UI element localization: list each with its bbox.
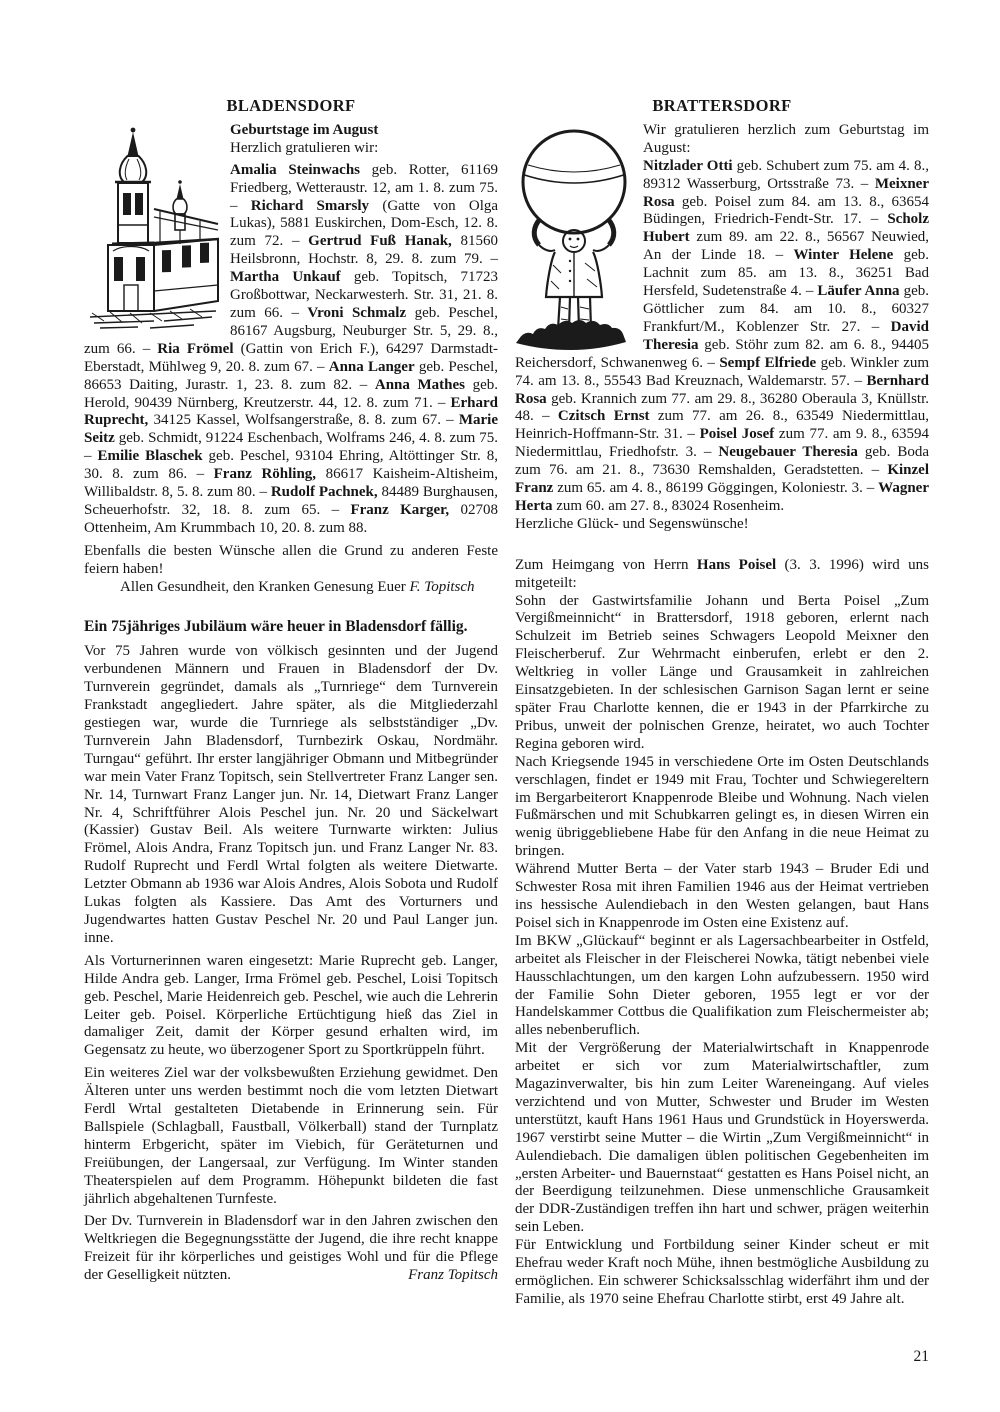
obituary-paragraph: Für Entwicklung und Fortbildung seiner Kinder scheut er mit Ehefrau weder Kraft noch Mühe, ihnen bestmögliche Ausbildung zu ermöglichen. Ein schwerer Schicksalsschlag widerfährt ihm und der Familie, als 1970 seine Ehefrau Charlotte stirbt, erst 49 Jahre alt. <box>515 1237 929 1307</box>
right-birthday-intro: Wir gratulieren herzlich zum Geburtstag im August: <box>643 121 929 156</box>
left-column <box>84 97 498 1285</box>
left-birthday-intro: Herzlich gratulieren wir: <box>230 139 379 156</box>
page-number: 21 <box>913 1348 929 1365</box>
right-birthday-list: Nitzlader Otti geb. Schubert zum 75. am 4. 8., 89312 Wasserburg, Ortsstraße 73. – Meixner Rosa geb. Poisel zum 84. am 13. 8., 63654 Büdingen, Friedrich-Fendt-Str. 17. – Scholz Hubert zum 89. am 22. 8., 56567 Neuwied, An der Linde 18. – Winter Helene geb. Lachnit zum 85. am 13. 8., 36251 Bad Hersfeld, Sudetenstraße 4. – Läufer Anna geb. Göttlicher zum 84. am 10. 8., 60327 Frankfurt/M., Koblenzer Str. 27. – David Theresia geb. Stöhr zum 82. am 6. 8., 94405 Reichersdorf, Schwanenweg 6. – Sempf Elfriede geb. Winkler zum 74. am 13. 8., 55543 Bad Kreuznach, Waldemarstr. 57. – Bernhard Rosa geb. Krannich zum 77. am 29. 8., 36280 Oberaula 3, Knüllstr. 48. – Czitsch Ernst zum 77. am 26. 8., 63549 Niedermittlau, Heinrich-Hoffmann-Str. 31. – Poisel Josef zum 77. am 9. 8., 63594 Niedermittlau, Friedhofstr. 3. – Neugebauer Theresia geb. Boda zum 76. am 21. 8., 73630 Remshalden, Geradstetten. – Kinzel Franz zum 65. am 4. 8., 86199 Göggingen, Koloniestr. 3. – Wagner Herta zum 60. am 27. 8., 83024 Rosenheim. <box>515 157 930 514</box>
jubilee-paragraph: Vor 75 Jahren wurde von völkisch gesinnten und der Jugend verbundenen Männern und Frauen in Bladensdorf der Dv. Turnverein gegründet, damals als „Turnriege“ dem Turnverein Frankstadt angegliedert. Jahre später, als die Mitgliederzahl gestiegen war, wurde die Turnriege als selbstständiger „Dv. Turnverein Jahn Bladensdorf, Turnbezirk Oskau, Nordmähr. Turngau“ geführt. Ihr erster langjähriger Obmann und Mitbegründer war mein Vater Franz Topitsch, sein Stellvertreter Franz Langer sen. Nr. 14, Turnwart Franz Langer jun. Nr. 14, Dietwart Franz Langer Nr. 4, Schriftführer Alois Peschel jun. Nr. 20 und Säckelwart (Kassier) Gustav Beil. Als weitere Turnwarte wirkten: Julius Frömel, Alois Andra, Franz Topitsch jun. und Franz Langer Nr. 83. Rudolf Ruprecht und Ferdl Wrtal folgten als weitere Dietwarte. Letzter Obmann ab 1936 war Alois Andres, Alois Sobota und Rudolf Lukas folgten als Kassiere. Das Amt des Vorturners und Jugendwartes hatten Gustav Peschel Nr. 20 und Paul Langer jun. inne. <box>84 643 498 946</box>
atlas-globe-figure-icon <box>515 125 633 351</box>
obituary-paragraph: Nach Kriegsende 1945 in verschiedene Orte im Osten Deutschlands verschlagen, findet er 1949 mit Frau, Tochter und Schwiegereltern im Bergarbeiterort Knappenrode Bleibe und Wohnung. Nach vielen Fußmärschen und mit Schubkarren gelingt es, in diesen Wirren ein wenig übriggebliebene Habe für den Anfang in die neue Heimat zu bringen. <box>515 753 929 860</box>
jubilee-paragraph-signed <box>84 1213 498 1285</box>
obituary-paragraph: Während Mutter Berta – der Vater starb 1943 – Bruder Edi und Schwester Rosa mit ihren Familien 1946 aus der Heimat vertrieben ins hessische Aulendiebach in den Westen gelangen, baut Hans Poisel sich in Knappenrode im Osten eine Existenz auf. <box>515 861 929 931</box>
left-wishes-paragraph: Ebenfalls die besten Wünsche allen die Grund zu anderen Feste feiern haben! <box>84 542 498 577</box>
left-closing-line: Allen Gesundheit, den Kranken Genesung Euer F. Topitsch <box>120 578 475 595</box>
jubilee-heading: Ein 75jähriges Jubiläum wäre heuer in Bladensdorf fällig. <box>84 618 468 636</box>
obituary-paragraph: Sohn der Gastwirtsfamilie Johann und Berta Poisel „Zum Vergißmeinnicht“ in Brattersdorf, 1918 geboren, erlernt nach Schulzeit im Betrieb seines Schwagers Leopold Meixner den Fleischerberuf. Zur Wehrmacht einberufen, erlebt er den 2. Weltkrieg in voller Länge und Grausamkeit in zahlreichen Einsatzgebieten. In der schlesischen Garnison Sagan lernt er seine später Frau Charlotte kennen, die er 1943 in der Pfarrkirche zu Pribus, unweit der polnischen Grenze, heiratet, wo auch Tochter Regina geboren wird. <box>515 592 929 752</box>
jubilee-final-text: Der Dv. Turnverein in Bladensdorf war in den Jahren zwischen den Weltkriegen die Begegnungsstätte der Jugend, die ihre recht knappe Freizeit für ihr körperliches und geistiges Wohl und für die Pflege der Geselligkeit nützten. <box>84 1213 498 1284</box>
right-column-title: BRATTERSDORF <box>652 96 792 115</box>
left-column-title: BLADENSDORF <box>226 96 356 115</box>
obituary-section <box>515 557 929 1309</box>
author-signature: Franz Topitsch <box>398 1267 498 1285</box>
right-column <box>515 97 929 1309</box>
church-engraving-icon <box>84 125 222 330</box>
jubilee-paragraph: Ein weiteres Ziel war der volksbewußten Erziehung gewidmet. Den Älteren unter uns werden bestimmt noch die vom letzten Dietwart Ferdl Wrtal gestalteten Dietabende in Erinnerung sein. Für Ballspiele (Schlagball, Faustball, Völkerball) stand der Turnplatz hinterm Erbgericht, später im Viebich, für Geräteturnen und Freiübungen, der Langersaal, zur Verfügung. Im Winter standen Theaterspielen auf dem Programm. Höhepunkt bildeten die fast jährlich abgehaltenen Turnfeste. <box>84 1065 498 1207</box>
left-birthday-list: Amalia Steinwachs geb. Rotter, 61169 Friedberg, Wetteraustr. 12, am 1. 8. zum 75. – Richard Smarsly (Gatte von Olga Lukas), 5881 Euskirchen, Dom-Esch, 12. 8. zum 72. – Gertrud Fuß Hanak, 81560 Heilsbronn, Hochstr. 8, 29. 8. zum 79. – Martha Unkauf geb. Topitsch, 71723 Großbottwar, Neckarwesterh. Str. 31, 21. 8. zum 66. – Vroni Schmalz geb. Peschel, 86167 Augsburg, Neuburger Str. 5, 29. 8., zum 66. – Ria Frömel (Gattin von Erich F.), 64297 Darmstadt-Eberstadt, Mühlweg 9, 20. 8. zum 67. – Anna Langer geb. Peschel, 86653 Daiting, Jurastr. 1, 23. 8. zum 82. – Anna Mathes geb. Herold, 90439 Nürnberg, Kreutzerstr. 44, 12. 8. zum 71. – Erhard Ruprecht, 34125 Kassel, Wolfsangerstraße, 8. 8. zum 67. – Marie Seitz geb. Schmidt, 91224 Eschenbach, Wolframs 246, 4. 8. zum 75. – Emilie Blaschek geb. Peschel, 93104 Ehring, Altöttinger Str. 8, 30. 8. zum 86. – Franz Röhling, 86617 Kaisheim-Altisheim, Willibaldstr. 8, 5. 8. zum 80. – Rudolf Pachnek, 84489 Burghausen, Scheuerhofstr. 32, 18. 8. zum 65. – Franz Karger, 02708 Ottenheim, Am Krummbach 10, 20. 8. zum 88. <box>84 161 499 536</box>
obituary-intro: Zum Heimgang von Herrn Hans Poisel (3. 3. 1996) wird uns mitgeteilt: <box>515 556 929 591</box>
jubilee-paragraph: Als Vorturnerinnen waren eingesetzt: Marie Ruprecht geb. Langer, Hilde Andra geb. Langer, Irma Frömel geb. Peschel, Loisi Topitsch geb. Peschel, Marie Heidenreich geb. Peschel, wie auch die Lehrerin Leiter geb. Poisel. Körperliche Ertüchtigung hieß das Ziel in damaliger Zeit, damit der Körper gesund erhalten wird, im Gegensatz zu heute, wo überzogener Sport zu Sportkrüppeln führt. <box>84 952 498 1059</box>
left-birthday-subtitle: Geburtstage im August <box>230 121 379 138</box>
obituary-paragraph: Im BKW „Glückauf“ beginnt er als Lagersachbearbeiter in Ostfeld, arbeitet als Fleischer in der Fleischerei Nowka, tätigt nebenbei viele Hausschlachtungen, um den kargen Lohn aufzubessern. 1950 wird der Familie Sohn Dieter geboren, 1955 legt er vor der Handelskammer Cottbus die Qualifikation zum Fleischermeister ab; alles nebenberuflich. <box>515 932 929 1039</box>
right-closing-line: Herzliche Glück- und Segenswünsche! <box>515 515 749 532</box>
obituary-paragraph: Mit der Vergrößerung der Materialwirtschaft in Knappenrode arbeitet er sich vor zum Materialwirtschaftler, zum Magazinverwalter, bis hin zum Leiter Wareneingang. Auf vieles verzichtend und von Mutter, Schwester und Bruder im Westen unterstützt, kauft Hans 1961 Haus und Grundstück in Hoyerswerda. 1967 verstirbt seine Mutter – die Wirtin „Zum Vergißmeinnicht“ in Aulendiebach. Die damaligen üblen politischen Gegebenheiten im „ersten Arbeiter- und Bauernstaat“ gestatten es Hans Poisel nicht, an der Beerdigung teilzunehmen. Diese unmenschliche Grausamkeit der DDR-Zuständigen treffen ihn hart und schwer, prägen weiterhin sein Leben. <box>515 1040 929 1236</box>
